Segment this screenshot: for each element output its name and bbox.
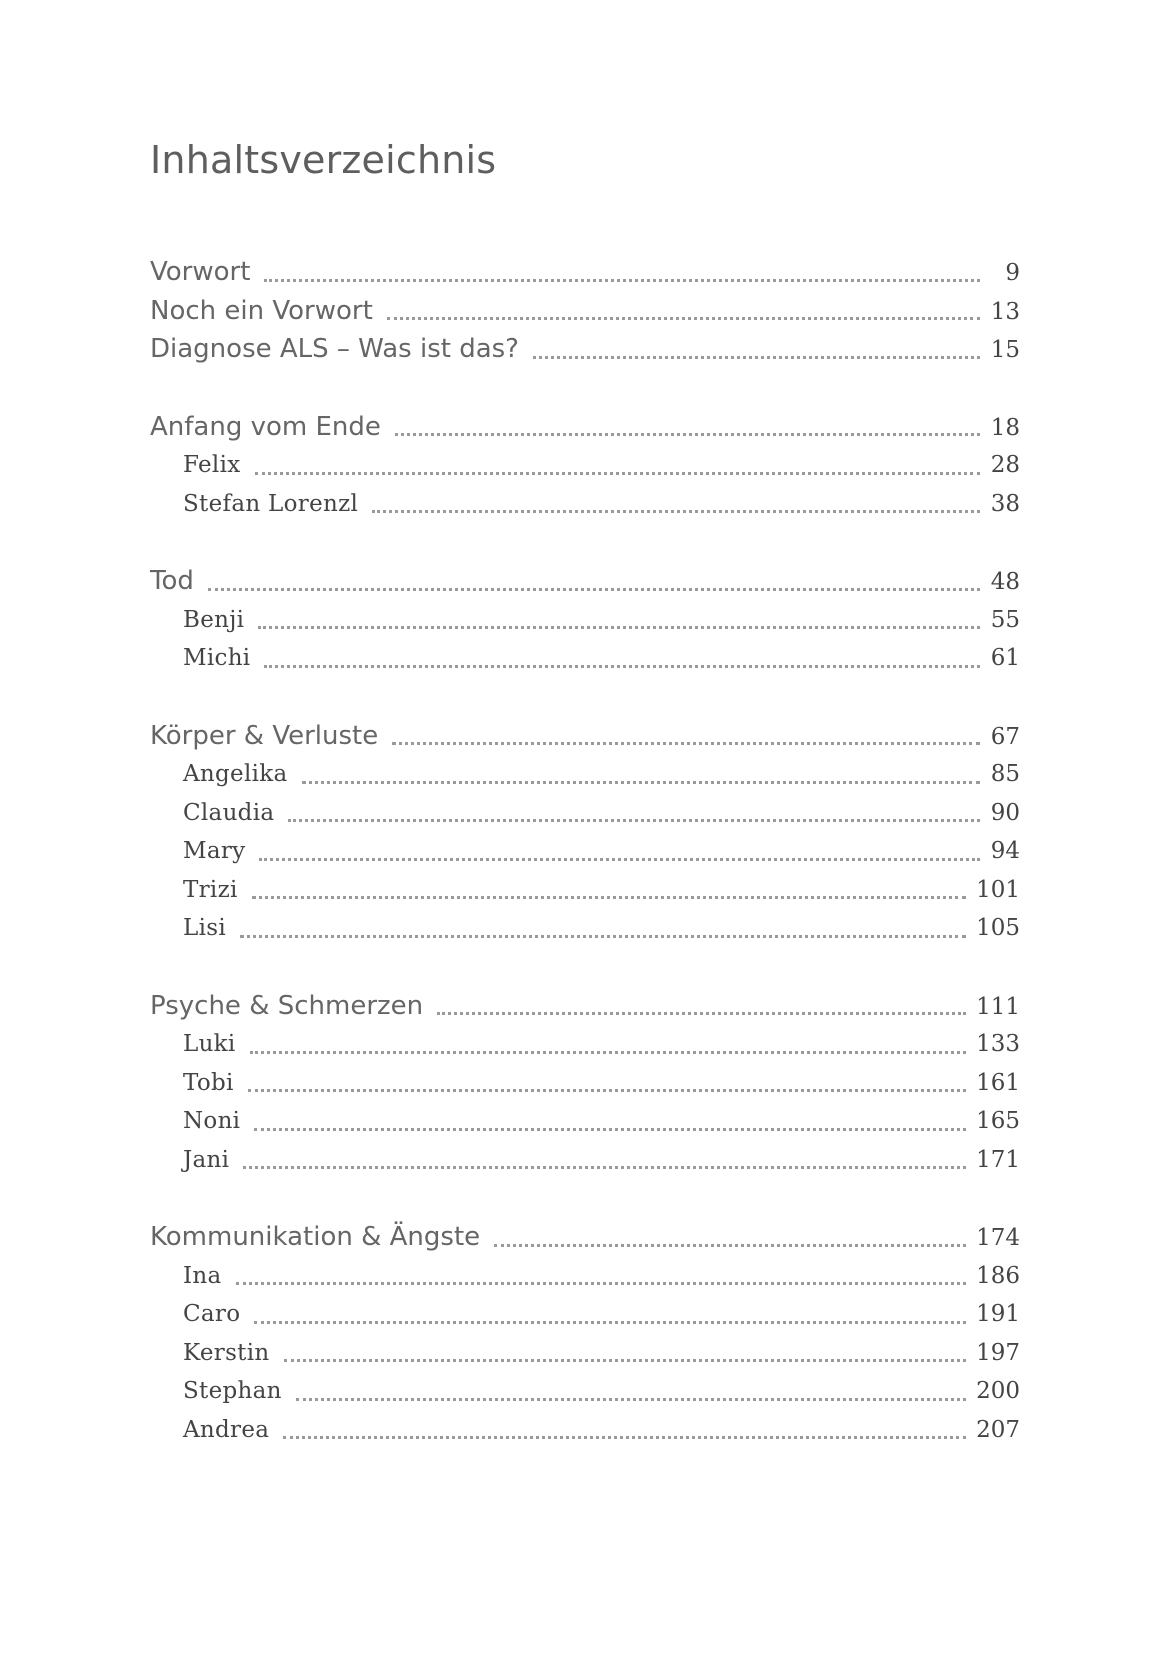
toc-chapter-entry [150, 717, 1020, 756]
toc-subentry [150, 601, 1020, 640]
toc-entry-label: Psyche & Schmerzen [150, 990, 424, 1021]
dot-leader [248, 1089, 966, 1092]
dot-leader [288, 819, 980, 822]
toc-page-number: 174 [976, 1225, 1020, 1251]
toc-page-number: 18 [990, 414, 1020, 441]
toc-subentry [150, 832, 1020, 871]
dot-leader [392, 742, 980, 745]
dot-leader [494, 1244, 966, 1247]
toc-page-number: 85 [990, 761, 1020, 787]
toc-page-number: 105 [976, 915, 1020, 941]
toc-subentry [150, 1102, 1020, 1141]
toc-page-number: 55 [990, 606, 1020, 633]
toc-entry-label: Mary [183, 838, 246, 864]
toc-page-number: 38 [990, 490, 1020, 517]
toc-page-number: 171 [976, 1146, 1020, 1173]
toc-entry-label: Michi [183, 645, 251, 671]
toc-subentry [150, 794, 1020, 833]
dot-leader [533, 356, 980, 359]
toc-subentry [150, 1372, 1020, 1411]
toc-page-number: 13 [990, 298, 1020, 325]
dot-leader [302, 781, 980, 784]
toc-entry-label: Anfang vom Ende [150, 411, 381, 442]
toc-entry-label: Jani [183, 1146, 230, 1173]
toc-page-number: 161 [976, 1069, 1020, 1096]
toc-subentry [150, 1025, 1020, 1064]
toc-page-number: 67 [990, 723, 1020, 750]
dot-leader [283, 1436, 966, 1439]
dot-leader [264, 279, 980, 282]
toc-chapter-entry [150, 330, 1020, 369]
toc-section [150, 562, 1020, 678]
dot-leader [264, 665, 980, 668]
toc-entry-label: Luki [183, 1031, 236, 1057]
toc-section [150, 1218, 1020, 1449]
toc-page-number: 165 [976, 1108, 1020, 1134]
toc-subentry [150, 1257, 1020, 1296]
toc-entry-label: Stefan Lorenzl [183, 490, 359, 517]
dot-leader [250, 1051, 967, 1054]
page-title: Inhaltsverzeichnis [150, 138, 497, 182]
toc-subentry [150, 1141, 1020, 1180]
dot-leader [437, 1012, 966, 1015]
toc-page-number: 133 [976, 1031, 1020, 1057]
toc-entry-label: Stephan [183, 1378, 282, 1404]
toc-entry-label: Felix [183, 452, 241, 478]
toc-chapter-entry [150, 292, 1020, 331]
toc-section [150, 987, 1020, 1180]
table-of-contents [150, 253, 1020, 1488]
toc-entry-label: Noni [183, 1108, 241, 1134]
toc-entry-label: Trizi [183, 876, 238, 903]
toc-subentry [150, 446, 1020, 485]
toc-entry-label: Noch ein Vorwort [150, 295, 373, 326]
toc-page-number: 28 [990, 452, 1020, 478]
toc-page-number: 207 [976, 1416, 1020, 1443]
toc-page-number: 191 [976, 1301, 1020, 1327]
toc-page-number: 94 [990, 838, 1020, 864]
toc-entry-label: Tobi [183, 1069, 234, 1096]
toc-page-number: 9 [1005, 260, 1020, 286]
dot-leader [372, 510, 980, 513]
dot-leader [255, 472, 981, 475]
toc-entry-label: Angelika [183, 761, 288, 787]
toc-subentry [150, 909, 1020, 948]
toc-page-number: 111 [976, 993, 1020, 1020]
dot-leader [254, 1321, 966, 1324]
toc-section [150, 717, 1020, 948]
toc-section [150, 408, 1020, 524]
dot-leader [387, 317, 980, 320]
dot-leader [240, 935, 966, 938]
toc-subentry [150, 485, 1020, 524]
toc-chapter-entry [150, 408, 1020, 447]
toc-chapter-entry [150, 987, 1020, 1026]
toc-chapter-entry [150, 1218, 1020, 1257]
toc-entry-label: Vorwort [150, 257, 251, 287]
dot-leader [236, 1282, 967, 1285]
toc-page-number: 15 [990, 337, 1020, 363]
toc-entry-label: Körper & Verluste [150, 720, 379, 751]
dot-leader [258, 626, 980, 629]
toc-subentry [150, 1295, 1020, 1334]
toc-entry-label: Benji [183, 606, 245, 633]
dot-leader [296, 1398, 966, 1401]
dot-leader [284, 1359, 967, 1362]
toc-page-number: 90 [990, 799, 1020, 826]
toc-entry-label: Diagnose ALS – Was ist das? [150, 334, 519, 364]
toc-entry-label: Ina [183, 1262, 222, 1289]
toc-entry-label: Kommunikation & Ängste [150, 1222, 481, 1252]
toc-subentry [150, 1064, 1020, 1103]
dot-leader [259, 858, 980, 861]
toc-page-number: 200 [976, 1378, 1020, 1404]
toc-subentry [150, 1334, 1020, 1373]
toc-subentry [150, 639, 1020, 678]
toc-entry-label: Andrea [183, 1416, 270, 1443]
toc-entry-label: Tod [150, 566, 194, 596]
toc-entry-label: Kerstin [183, 1339, 270, 1366]
toc-section [150, 253, 1020, 369]
toc-entry-label: Claudia [183, 799, 275, 826]
toc-subentry [150, 755, 1020, 794]
toc-entry-label: Lisi [183, 915, 226, 941]
dot-leader [252, 896, 966, 899]
toc-page-number: 186 [976, 1262, 1020, 1289]
toc-page-number: 197 [976, 1339, 1020, 1366]
dot-leader [395, 433, 980, 436]
toc-chapter-entry [150, 562, 1020, 601]
toc-chapter-entry [150, 253, 1020, 292]
dot-leader [208, 588, 980, 591]
toc-page-number: 48 [990, 569, 1020, 595]
toc-entry-label: Caro [183, 1301, 241, 1327]
dot-leader [254, 1128, 966, 1131]
toc-page-number: 61 [990, 645, 1020, 671]
toc-subentry [150, 871, 1020, 910]
toc-subentry [150, 1411, 1020, 1450]
dot-leader [243, 1166, 966, 1169]
toc-page-number: 101 [976, 876, 1020, 903]
